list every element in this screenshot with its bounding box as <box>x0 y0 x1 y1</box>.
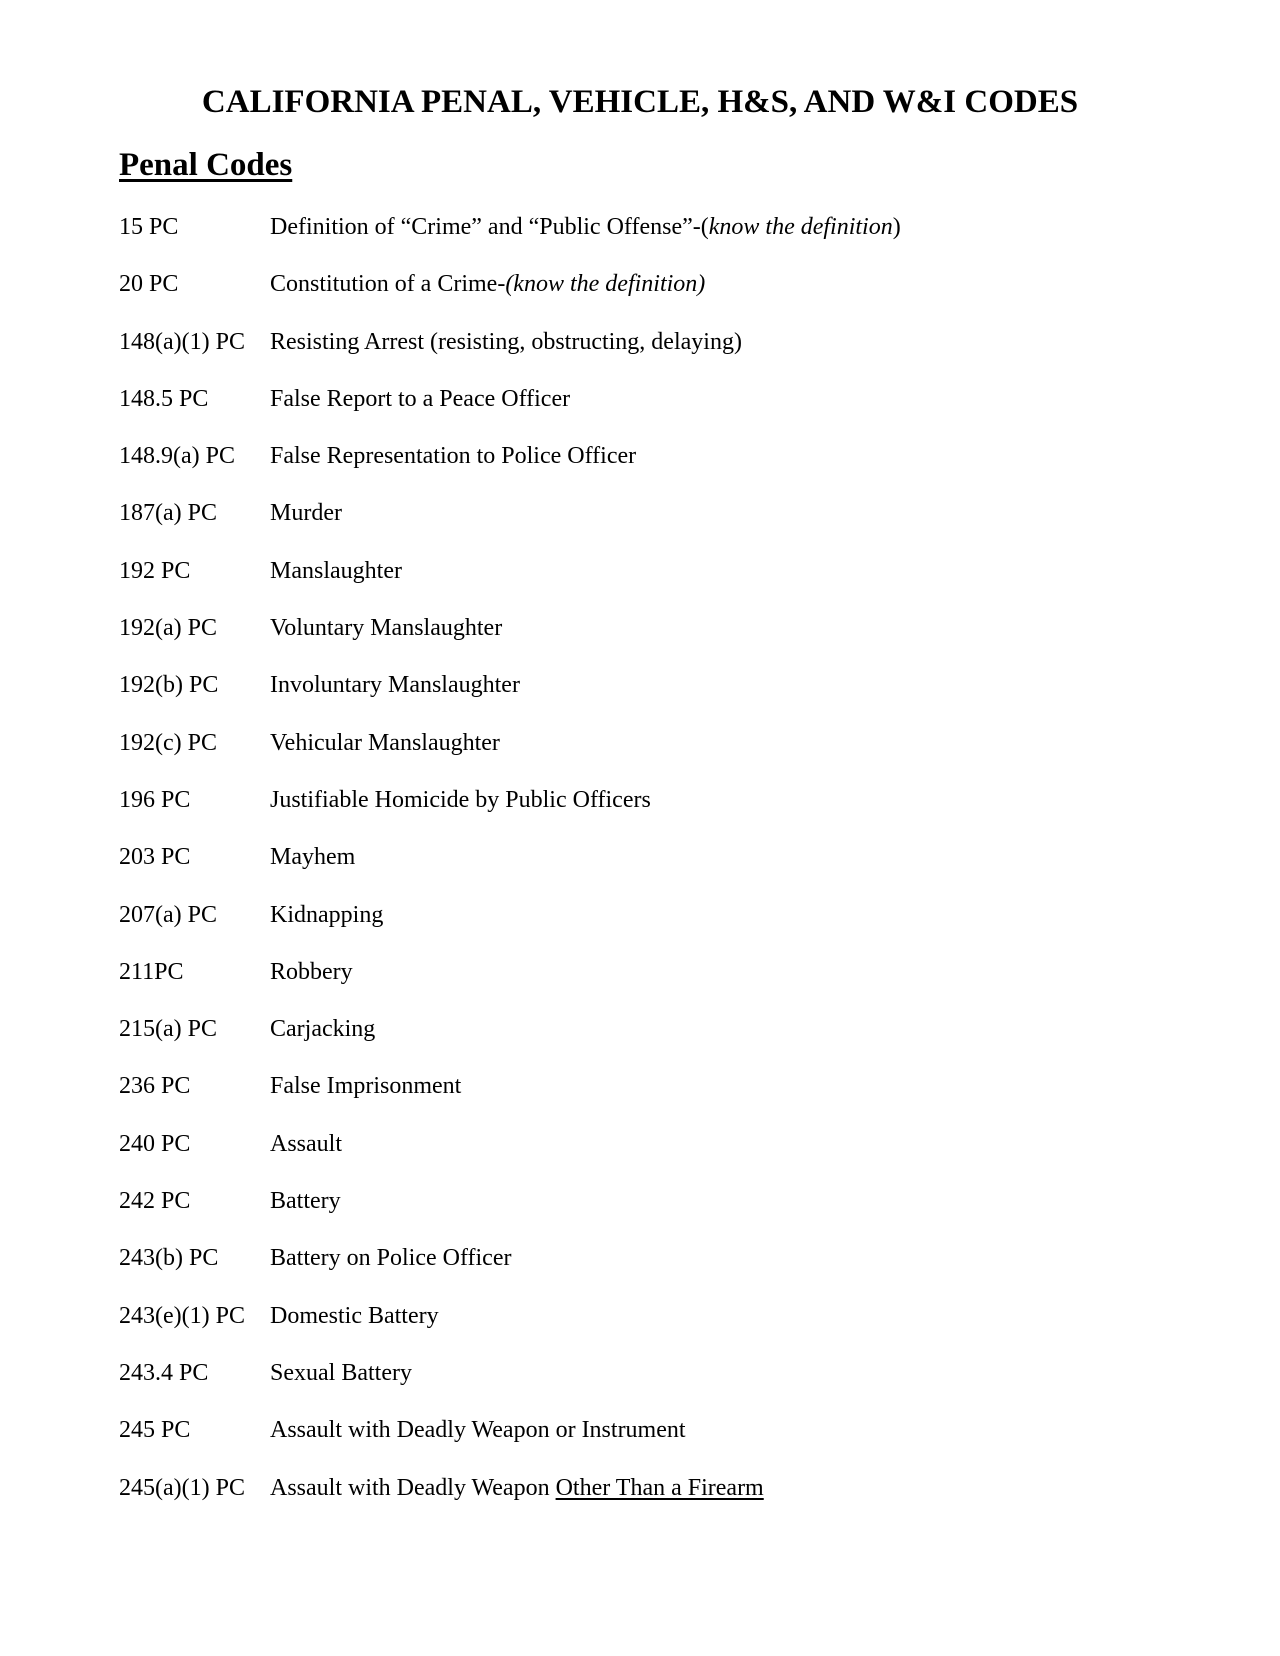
code-description: Assault with Deadly Weapon Other Than a Firearm <box>270 1474 764 1501</box>
code-row <box>119 785 1199 842</box>
code-number: 242 PC <box>119 1188 191 1215</box>
code-description: Robbery <box>270 958 353 985</box>
code-row <box>119 441 1199 498</box>
code-description: Battery <box>270 1188 341 1215</box>
code-row <box>119 1301 1199 1358</box>
code-number: 207(a) PC <box>119 901 217 928</box>
code-description: Kidnapping <box>270 901 384 928</box>
code-description: Carjacking <box>270 1016 376 1043</box>
code-number: 15 PC <box>119 214 179 240</box>
code-description: Battery on Police Officer <box>270 1245 512 1272</box>
code-description: Vehicular Manslaughter <box>270 729 500 756</box>
code-description: Sexual Battery <box>270 1359 412 1386</box>
code-number: 192 PC <box>119 557 191 584</box>
code-description: False Report to a Peace Officer <box>270 385 571 412</box>
code-number: 192(b) PC <box>119 672 219 699</box>
code-row <box>119 670 1199 727</box>
document-title: CALIFORNIA PENAL, VEHICLE, H&S, AND W&I CODES <box>201 84 1079 120</box>
code-number: 211PC <box>119 958 184 985</box>
penal-code-list <box>119 212 1199 1530</box>
code-description: Involuntary Manslaughter <box>270 672 520 699</box>
code-number: 245 PC <box>119 1417 191 1444</box>
code-row <box>119 212 1199 269</box>
code-number: 245(a)(1) PC <box>119 1474 245 1501</box>
code-row <box>119 842 1199 899</box>
code-number: 196 PC <box>119 786 191 813</box>
code-number: 148.9(a) PC <box>119 443 235 470</box>
code-row <box>119 1129 1199 1186</box>
code-row <box>119 1014 1199 1071</box>
code-number: 243.4 PC <box>119 1359 209 1386</box>
code-description: False Representation to Police Officer <box>270 443 637 470</box>
code-row <box>119 1473 1199 1530</box>
code-description: Manslaughter <box>270 557 402 584</box>
section-heading-penal-codes: Penal Codes <box>119 147 293 183</box>
code-row <box>119 384 1199 441</box>
code-description: Definition of “Crime” and “Public Offense”-(know the definition) <box>270 214 901 240</box>
code-description: Mayhem <box>270 844 356 871</box>
code-description: Assault with Deadly Weapon or Instrument <box>270 1417 686 1444</box>
code-number: 243(b) PC <box>119 1245 219 1272</box>
code-row <box>119 957 1199 1014</box>
code-number: 215(a) PC <box>119 1016 217 1043</box>
code-row <box>119 327 1199 384</box>
code-row <box>119 1243 1199 1300</box>
code-description: Domestic Battery <box>270 1302 439 1329</box>
code-description: Justifiable Homicide by Public Officers <box>270 786 651 813</box>
code-row <box>119 1071 1199 1128</box>
code-number: 243(e)(1) PC <box>119 1302 245 1329</box>
code-row <box>119 613 1199 670</box>
code-description: Voluntary Manslaughter <box>270 615 503 642</box>
code-row <box>119 269 1199 326</box>
code-description: Constitution of a Crime-(know the definition) <box>270 271 706 298</box>
code-description: Murder <box>270 500 342 527</box>
code-number: 187(a) PC <box>119 500 217 527</box>
code-number: 192(a) PC <box>119 615 217 642</box>
code-number: 203 PC <box>119 844 191 871</box>
code-row <box>119 900 1199 957</box>
code-number: 192(c) PC <box>119 729 217 756</box>
code-row <box>119 498 1199 555</box>
code-row <box>119 1415 1199 1472</box>
code-number: 148.5 PC <box>119 385 209 412</box>
code-description: False Imprisonment <box>270 1073 462 1100</box>
code-row <box>119 556 1199 613</box>
code-number: 20 PC <box>119 271 179 298</box>
code-number: 236 PC <box>119 1073 191 1100</box>
code-row <box>119 1358 1199 1415</box>
code-description: Resisting Arrest (resisting, obstructing, delaying) <box>270 328 742 355</box>
code-number: 240 PC <box>119 1130 191 1157</box>
code-number: 148(a)(1) PC <box>119 328 245 355</box>
code-description: Assault <box>270 1130 342 1157</box>
code-row <box>119 728 1199 785</box>
code-row <box>119 1186 1199 1243</box>
